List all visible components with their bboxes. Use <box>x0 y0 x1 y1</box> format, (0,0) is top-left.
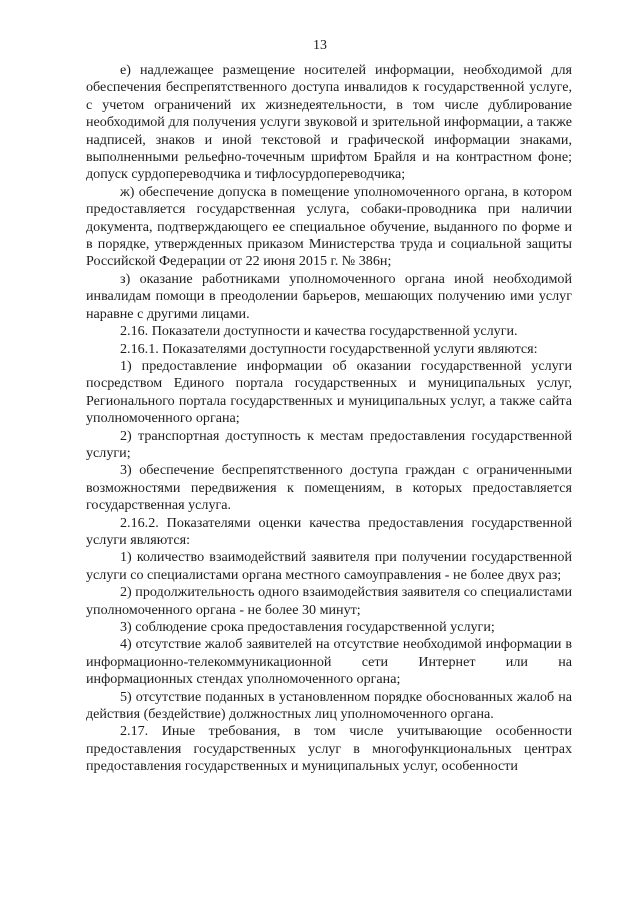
quality-item-2: 2) продолжительность одного взаимодействия заявителя со специалистами уполномоченного органа - не более 30 минут; <box>86 584 572 618</box>
accessibility-item-2: 2) транспортная доступность к местам предоставления государственной услуги; <box>86 427 572 461</box>
quality-item-1: 1) количество взаимодействий заявителя при получении государственной услуги со специалистами органа местного самоуправления - не более двух раз; <box>86 549 572 583</box>
page-number: 13 <box>313 38 327 53</box>
section-2-16-heading: 2.16. Показатели доступности и качества государственной услуги. <box>120 323 518 340</box>
section-2-17-paragraph: 2.17. Иные требования, в том числе учитывающие особенности предоставления государственных услуг в многофункциональных центрах предоставления государственных и муниципальных услуг, особенности <box>86 723 572 775</box>
section-2-16-2-heading: 2.16.2. Показателями оценки качества предоставления государственной услуги являются: <box>86 514 572 548</box>
accessibility-item-1: 1) предоставление информации об оказании государственной услуги посредством Единого портала государственных и муниципальных услуг, Регионального портала государственных и муниципальных услуг, а также сайта уполномоченного органа; <box>86 357 572 427</box>
accessibility-item-3: 3) обеспечение беспрепятственного доступа граждан с ограниченными возможностями передвижения к помещениям, в которых предоставляется государственная услуга. <box>86 462 572 514</box>
paragraph-zh-guide-dog-access: ж) обеспечение допуска в помещение уполномоченного органа, в котором предоставляется государственная услуга, собаки-проводника при наличии документа, подтверждающего ее специальное обучение, выданного по форме и в порядке, утвержденных приказом Министерства труда и социальной защиты Российской Федерации от 22 июня 2015 г. № 386н; <box>86 183 572 270</box>
section-2-16-1-heading: 2.16.1. Показателями доступности государственной услуги являются: <box>120 340 538 357</box>
paragraph-e-information-carriers: е) надлежащее размещение носителей информации, необходимой для обеспечения беспрепятственного доступа инвалидов к государственной услуге, с учетом ограничений их жизнедеятельности, в том числе дублирование необходимой для получения услуги звуковой и зрительной информации, а также надписей, знаков и иной текстовой и графической информации знаками, выполненными рельефно-точечным шрифтом Брайля и на контрастном фоне; допуск сурдопереводчика и тифлосурдопереводчика; <box>86 62 572 183</box>
document-body <box>86 62 572 776</box>
quality-item-5: 5) отсутствие поданных в установленном порядке обоснованных жалоб на действия (бездействие) должностных лиц уполномоченного органа. <box>86 688 572 723</box>
quality-item-3: 3) соблюдение срока предоставления государственной услуги; <box>120 619 495 635</box>
quality-item-4: 4) отсутствие жалоб заявителей на отсутствие необходимой информации в информационно-телекоммуникационной сети Интернет или на информационных стендах уполномоченного органа; <box>86 636 572 688</box>
paragraph-z-staff-assistance: з) оказание работниками уполномоченного органа иной необходимой инвалидам помощи в преодолении барьеров, мешающих получению ими услуг наравне с другими лицами. <box>86 270 572 322</box>
